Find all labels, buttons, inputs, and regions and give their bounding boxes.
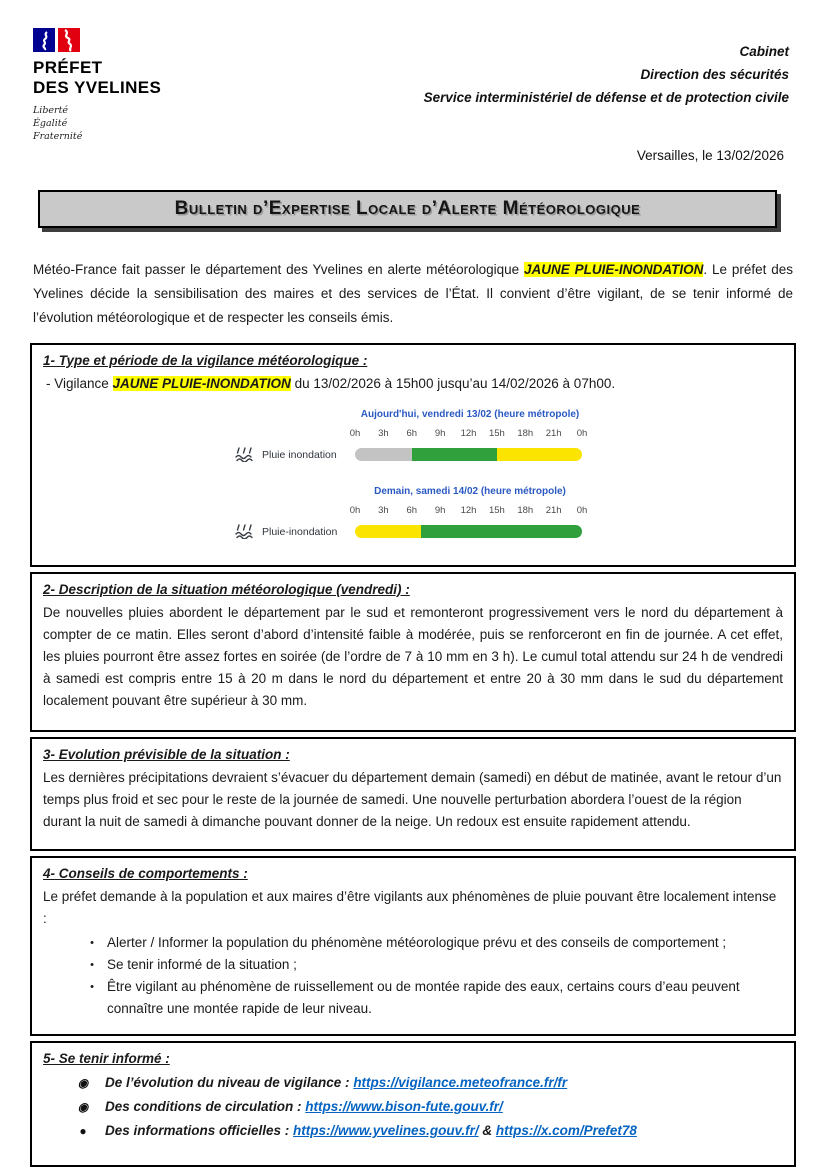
intro-text-after: . Le préfet des Yvelines décide la sensibilisation des maires et des services de l’État. Il convient d’être vigilant, de se tenir informé de l’évolution météorologique et de respecter les conseils émis. xyxy=(33,262,793,325)
list-item-text xyxy=(105,1119,637,1143)
section-5-informe xyxy=(30,1041,796,1167)
section-1-heading: 1- Type et période de la vigilance météorologique : xyxy=(43,353,368,368)
tick-label: 0h xyxy=(349,428,361,439)
logo-line2: DES YVELINES xyxy=(33,78,162,97)
timeline-label-wrap xyxy=(235,524,355,539)
section-1-vigilance xyxy=(30,343,796,567)
bison-fute-link[interactable]: https://www.bison-fute.gouv.fr/ xyxy=(305,1099,503,1114)
list-item xyxy=(43,1071,783,1095)
tick-label: 18h xyxy=(517,428,534,439)
list-item xyxy=(43,954,783,976)
motto-fraternite: Fraternité xyxy=(33,131,83,142)
timeline-ticks xyxy=(349,505,588,517)
tick-label: 21h xyxy=(545,428,562,439)
tick-label: 12h xyxy=(460,428,477,439)
timeline-chart-today xyxy=(235,409,595,462)
timeline-segment xyxy=(421,525,582,538)
timeline-ticks xyxy=(349,428,588,440)
list-item xyxy=(43,1119,783,1143)
section-3-body: Les dernières précipitations devraient s’évacuer du département demain (samedi) en début de matinée, avant le retour d’un temps plus froid et sec pour le reste de la journée de samedi. Une nouvelle perturbation abordera l’ouest de la région durant la nuit de samedi à dimanche pouvant donner de la neige. Un redoux est ensuite rapidement attendu. xyxy=(43,770,782,829)
list-item-text: Se tenir informé de la situation ; xyxy=(107,957,297,972)
tick-label: 0h xyxy=(349,505,361,516)
prefecture-logo xyxy=(33,28,253,143)
ring-bullet-icon: ◉ xyxy=(77,1100,89,1114)
tick-label: 15h xyxy=(488,505,505,516)
list-item-text: Être vigilant au phénomène de ruissellement ou de montée rapide des eaux, certains cours d’eau peuvent connaître une montée rapide de leur niveau. xyxy=(107,979,740,1016)
section-3-evolution xyxy=(30,737,796,851)
intro-text-before: Météo-France fait passer le département des Yvelines en alerte météorologique xyxy=(33,262,525,277)
vigilance-line xyxy=(43,373,783,395)
section-2-description xyxy=(30,572,796,732)
timeline-bar xyxy=(355,525,582,538)
tick-label: 9h xyxy=(434,428,446,439)
tick-label: 15h xyxy=(488,428,505,439)
rain-flood-icon xyxy=(235,524,255,539)
timeline-segment xyxy=(355,525,421,538)
chart-title: Demain, samedi 14/02 (heure métropole) xyxy=(374,486,566,497)
marianne-blue-icon xyxy=(33,28,55,52)
vigilance-text-before: - Vigilance xyxy=(46,376,113,391)
service-block xyxy=(424,40,789,109)
section-2-body: De nouvelles pluies abordent le département par le sud et remonteront progressivement vers le nord du département à compter de ce matin. Elles seront d’abord d’intensité faible à modérée, puis se renforceront en fin de journée. A cet effet, les pluies pourront être assez fortes en soirée (de l’ordre de 7 à 10 mm en 3 h). Le cumul total attendu sur 24 h de vendredi à samedi est compris entre 15 à 20 m dans le nord du département et entre 20 à 30 mm dans le sud du département localement pouvant être supérieur à 30 mm. xyxy=(43,605,783,708)
link-prefix: Des informations officielles : xyxy=(105,1123,294,1138)
motto xyxy=(33,104,253,143)
section-4-list xyxy=(43,932,783,1020)
bullet-icon: • xyxy=(90,937,94,949)
motto-egalite: Égalité xyxy=(33,118,68,129)
timeline-row xyxy=(235,447,595,462)
page-title: Bulletin d’Expertise Locale d’Alerte Météorologique xyxy=(174,198,641,219)
link-prefix: De l’évolution du niveau de vigilance : xyxy=(105,1075,354,1090)
tick-label: 9h xyxy=(434,505,446,516)
link-prefix: Des conditions de circulation : xyxy=(105,1099,306,1114)
chart-title: Aujourd'hui, vendredi 13/02 (heure métropole) xyxy=(360,409,580,420)
section-3-heading: 3- Evolution prévisible de la situation : xyxy=(43,747,290,762)
marianne-red-icon xyxy=(58,28,80,52)
timeline-bar xyxy=(355,448,582,461)
bullet-icon: • xyxy=(90,981,94,993)
section-2-heading: 2- Description de la situation météorologique (vendredi) : xyxy=(43,582,410,597)
logo-line1: PRÉFET xyxy=(33,58,103,77)
vigilance-text-after: du 13/02/2026 à 15h00 jusqu’au 14/02/2026 à 07h00. xyxy=(290,376,616,391)
french-flag-icon xyxy=(33,28,83,52)
tick-label: 18h xyxy=(517,505,534,516)
link-separator: & xyxy=(478,1123,496,1138)
list-item-text xyxy=(105,1071,567,1095)
service-line-sidpc: Service interministériel de défense et de protection civile xyxy=(423,90,789,105)
section-4-heading: 4- Conseils de comportements : xyxy=(43,866,248,881)
tick-label: 21h xyxy=(545,505,562,516)
sections-container xyxy=(30,343,796,1169)
bullet-icon: ● xyxy=(79,1124,87,1138)
title-banner xyxy=(38,190,777,228)
service-line-direction: Direction des sécurités xyxy=(640,67,789,82)
section-5-list xyxy=(43,1071,783,1143)
intro-paragraph xyxy=(33,258,793,330)
tick-label: 0h xyxy=(576,428,588,439)
bullet-icon: • xyxy=(90,959,94,971)
tick-label: 12h xyxy=(460,505,477,516)
vigilance-link[interactable]: https://vigilance.meteofrance.fr/fr xyxy=(353,1075,568,1090)
timeline-row-label: Pluie inondation xyxy=(262,448,337,461)
dateline: Versailles, le 13/02/2026 xyxy=(636,148,784,163)
tick-label: 3h xyxy=(378,505,389,516)
list-item xyxy=(43,1095,783,1119)
timeline-label-wrap xyxy=(235,447,355,462)
tick-label: 3h xyxy=(378,428,389,439)
service-line-cabinet: Cabinet xyxy=(739,44,789,59)
rain-flood-icon xyxy=(235,447,255,462)
prefet78-x-link[interactable]: https://x.com/Prefet78 xyxy=(495,1123,637,1138)
timeline-chart-tomorrow xyxy=(235,486,595,539)
list-item xyxy=(43,976,783,1020)
section-4-conseils xyxy=(30,856,796,1036)
timeline-row-label: Pluie-inondation xyxy=(262,525,338,538)
list-item-text: Alerter / Informer la population du phénomène météorologique prévu et des conseils de comportement ; xyxy=(107,935,727,950)
timeline-segment xyxy=(355,448,412,461)
timeline-row xyxy=(235,524,595,539)
ring-bullet-icon: ◉ xyxy=(77,1076,89,1090)
tick-label: 6h xyxy=(406,428,418,439)
alert-level-highlight: JAUNE PLUIE-INONDATION xyxy=(524,262,704,277)
section-4-intro: Le préfet demande à la population et aux maires d’être vigilants aux phénomènes de pluie pouvant être localement intense : xyxy=(43,889,777,926)
yvelines-gouv-link[interactable]: https://www.yvelines.gouv.fr/ xyxy=(293,1123,479,1138)
list-item-text xyxy=(105,1095,503,1119)
list-item xyxy=(43,932,783,954)
tick-label: 6h xyxy=(406,505,418,516)
motto-liberte: Liberté xyxy=(33,105,69,116)
tick-label: 0h xyxy=(576,505,588,516)
timeline-segment xyxy=(412,448,497,461)
vigilance-level-highlight: JAUNE PLUIE-INONDATION xyxy=(112,376,291,391)
section-5-heading: 5- Se tenir informé : xyxy=(43,1051,170,1066)
timeline-segment xyxy=(497,448,582,461)
